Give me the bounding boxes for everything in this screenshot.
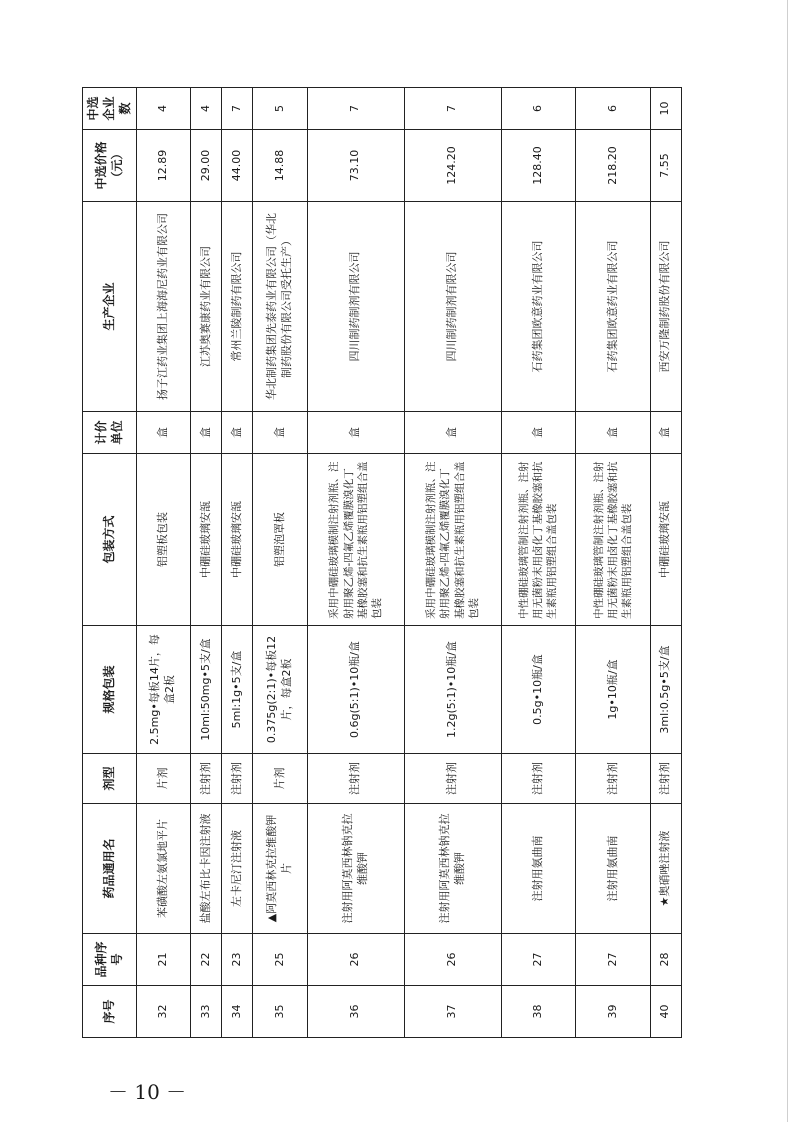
cell-spec: 0.5g•10瓶/盒 xyxy=(501,626,576,754)
cell-spec: 5ml:1g•5支/盒 xyxy=(222,626,253,754)
cell-spec: 0.375g(2:1)•每板12片，每盒2板 xyxy=(253,626,307,754)
cell-name: 左卡尼汀注射液 xyxy=(222,804,253,934)
cell-company: 石药集团欧意药业有限公司 xyxy=(576,202,651,412)
cell-variety-seq: 21 xyxy=(136,934,190,986)
header-form: 剂型 xyxy=(83,754,137,804)
cell-pack: 中性硼硅玻璃管制注射剂瓶、注射用无菌粉末用卤化丁基橡胶塞和抗生素瓶用铝塑组合盖包装 xyxy=(576,454,651,626)
cell-pack: 中硼硅玻璃安瓿 xyxy=(650,454,681,626)
cell-company: 四川制药制剂有限公司 xyxy=(307,202,404,412)
cell-unit: 盒 xyxy=(501,412,576,454)
cell-form: 注射剂 xyxy=(222,754,253,804)
header-variety-seq: 品种序号 xyxy=(83,934,137,986)
table-row xyxy=(191,88,222,1038)
cell-variety-seq: 28 xyxy=(650,934,681,986)
rotated-table-container xyxy=(82,88,682,1038)
cell-price: 44.00 xyxy=(222,130,253,202)
header-price: 中选价格（元） xyxy=(83,130,137,202)
cell-seq: 35 xyxy=(253,986,307,1038)
cell-count: 6 xyxy=(576,88,651,130)
cell-unit: 盒 xyxy=(136,412,190,454)
cell-form: 注射剂 xyxy=(576,754,651,804)
cell-count: 7 xyxy=(404,88,501,130)
cell-seq: 32 xyxy=(136,986,190,1038)
cell-spec: 2.5mg•每板14片，每盒2板 xyxy=(136,626,190,754)
cell-unit: 盒 xyxy=(222,412,253,454)
cell-count: 4 xyxy=(136,88,190,130)
cell-name: 苯磺酸左氨氯地平片 xyxy=(136,804,190,934)
cell-price: 218.20 xyxy=(576,130,651,202)
table-row xyxy=(253,88,307,1038)
cell-variety-seq: 25 xyxy=(253,934,307,986)
cell-spec: 1.2g(5:1)•10瓶/盒 xyxy=(404,626,501,754)
cell-company: 江苏奥赛康药业有限公司 xyxy=(191,202,222,412)
cell-price: 29.00 xyxy=(191,130,222,202)
header-count: 中选企业数 xyxy=(83,88,137,130)
header-spec: 规格包装 xyxy=(83,626,137,754)
cell-price: 124.20 xyxy=(404,130,501,202)
cell-name: 注射用阿莫西林钠克拉维酸钾 xyxy=(307,804,404,934)
cell-name: 盐酸左布比卡因注射液 xyxy=(191,804,222,934)
cell-count: 10 xyxy=(650,88,681,130)
cell-form: 注射剂 xyxy=(650,754,681,804)
cell-name: 注射用阿莫西林钠克拉维酸钾 xyxy=(404,804,501,934)
cell-seq: 38 xyxy=(501,986,576,1038)
cell-variety-seq: 22 xyxy=(191,934,222,986)
cell-company: 扬子江药业集团上海海尼药业有限公司 xyxy=(136,202,190,412)
cell-count: 6 xyxy=(501,88,576,130)
cell-pack: 中性硼硅玻璃管制注射剂瓶、注射用无菌粉末用卤化丁基橡胶塞和抗生素瓶用铝塑组合盖包装 xyxy=(501,454,576,626)
cell-form: 片剂 xyxy=(253,754,307,804)
header-row xyxy=(83,88,137,1038)
cell-count: 5 xyxy=(253,88,307,130)
cell-pack: 采用中硼硅玻璃模制注射剂瓶、注射用聚乙烯-四氟乙烯覆膜溴化丁基橡胶塞和抗生素瓶用铝塑组合盖包装 xyxy=(307,454,404,626)
cell-name: ▲阿莫西林克拉维酸钾片 xyxy=(253,804,307,934)
cell-name: 注射用氨曲南 xyxy=(576,804,651,934)
cell-company: 西安万隆制药股份有限公司 xyxy=(650,202,681,412)
cell-form: 注射剂 xyxy=(191,754,222,804)
cell-company: 四川制药制剂有限公司 xyxy=(404,202,501,412)
cell-seq: 36 xyxy=(307,986,404,1038)
header-seq: 序号 xyxy=(83,986,137,1038)
cell-form: 注射剂 xyxy=(307,754,404,804)
cell-spec: 1g•10瓶/盒 xyxy=(576,626,651,754)
header-unit: 计价单位 xyxy=(83,412,137,454)
cell-seq: 39 xyxy=(576,986,651,1038)
cell-unit: 盒 xyxy=(191,412,222,454)
table-row xyxy=(576,88,651,1038)
header-pack: 包装方式 xyxy=(83,454,137,626)
header-name: 药品通用名 xyxy=(83,804,137,934)
cell-price: 12.89 xyxy=(136,130,190,202)
table-row xyxy=(650,88,681,1038)
cell-pack: 中硼硅玻璃安瓿 xyxy=(222,454,253,626)
cell-form: 注射剂 xyxy=(404,754,501,804)
cell-company: 华北制药集团先泰药业有限公司（华北制药股份有限公司受托生产） xyxy=(253,202,307,412)
cell-spec: 10ml:50mg•5支/盒 xyxy=(191,626,222,754)
table-row xyxy=(307,88,404,1038)
cell-pack: 铝塑板包装 xyxy=(136,454,190,626)
cell-price: 14.88 xyxy=(253,130,307,202)
drug-selection-table xyxy=(82,87,682,1038)
cell-company: 石药集团欧意药业有限公司 xyxy=(501,202,576,412)
cell-variety-seq: 26 xyxy=(404,934,501,986)
cell-seq: 33 xyxy=(191,986,222,1038)
page-edge-line xyxy=(787,0,788,1122)
cell-seq: 37 xyxy=(404,986,501,1038)
cell-unit: 盒 xyxy=(307,412,404,454)
cell-pack: 铝塑泡罩板 xyxy=(253,454,307,626)
cell-pack: 采用中硼硅玻璃模制注射剂瓶、注射用聚乙烯-四氟乙烯覆膜溴化丁基橡胶塞和抗生素瓶用铝塑组合盖包装 xyxy=(404,454,501,626)
cell-seq: 40 xyxy=(650,986,681,1038)
cell-unit: 盒 xyxy=(576,412,651,454)
cell-variety-seq: 27 xyxy=(576,934,651,986)
table-row xyxy=(404,88,501,1038)
cell-spec: 3ml:0.5g•5支/盒 xyxy=(650,626,681,754)
cell-price: 7.55 xyxy=(650,130,681,202)
cell-pack: 中硼硅玻璃安瓿 xyxy=(191,454,222,626)
cell-variety-seq: 26 xyxy=(307,934,404,986)
cell-unit: 盒 xyxy=(404,412,501,454)
cell-count: 7 xyxy=(307,88,404,130)
cell-count: 4 xyxy=(191,88,222,130)
cell-seq: 34 xyxy=(222,986,253,1038)
cell-variety-seq: 23 xyxy=(222,934,253,986)
cell-name: ★奥硝唑注射液 xyxy=(650,804,681,934)
table-row xyxy=(136,88,190,1038)
cell-price: 128.40 xyxy=(501,130,576,202)
cell-form: 片剂 xyxy=(136,754,190,804)
table-row xyxy=(222,88,253,1038)
cell-unit: 盒 xyxy=(253,412,307,454)
cell-count: 7 xyxy=(222,88,253,130)
cell-price: 73.10 xyxy=(307,130,404,202)
cell-spec: 0.6g(5:1)•10瓶/盒 xyxy=(307,626,404,754)
cell-name: 注射用氨曲南 xyxy=(501,804,576,934)
cell-form: 注射剂 xyxy=(501,754,576,804)
header-company: 生产企业 xyxy=(83,202,137,412)
cell-variety-seq: 27 xyxy=(501,934,576,986)
page-number: － 10 － xyxy=(108,1080,187,1104)
table-row xyxy=(501,88,576,1038)
cell-unit: 盒 xyxy=(650,412,681,454)
cell-company: 常州兰陵制药有限公司 xyxy=(222,202,253,412)
